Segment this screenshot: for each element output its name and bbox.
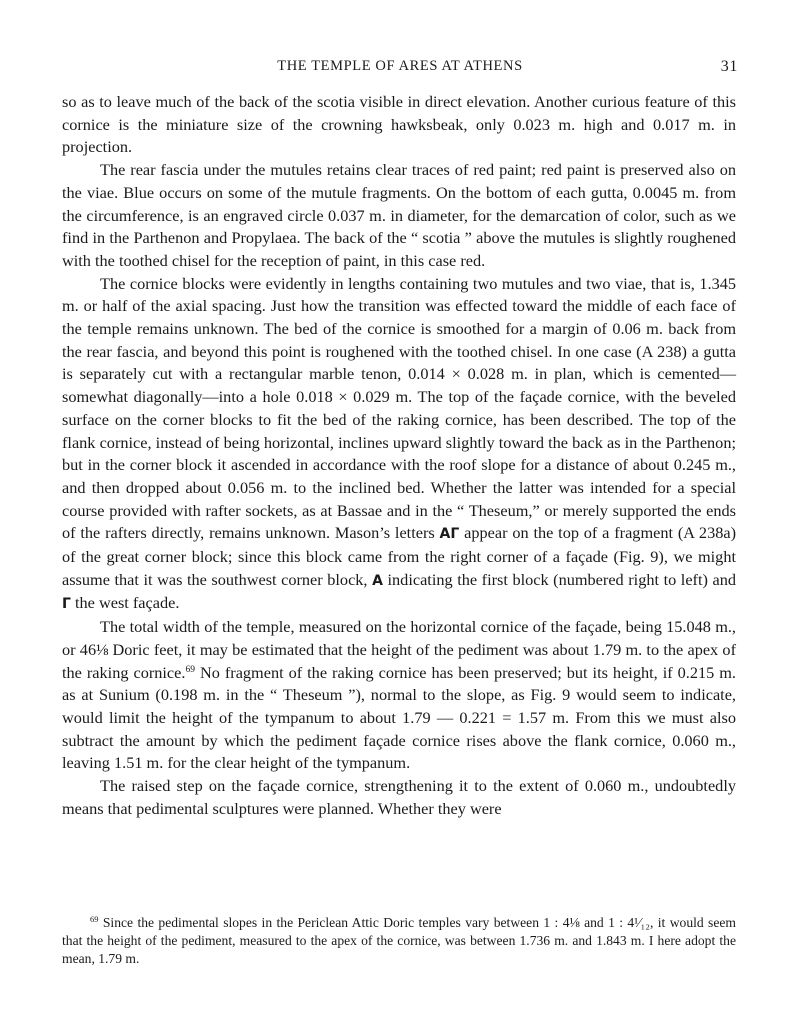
footnote-number: 69 — [90, 914, 99, 924]
paragraph: The raised step on the façade cornice, strengthening it to the extent of 0.060 m., undoubtedly means that pedimental sculptures were planned. Whether they were — [62, 776, 736, 818]
paragraph — [62, 616, 736, 775]
running-header — [62, 58, 738, 80]
masons-letter-gamma: Γ — [62, 596, 71, 613]
paragraph — [62, 273, 736, 617]
footnote-reference[interactable]: 69 — [185, 664, 195, 675]
paragraph: so as to leave much of the back of the scotia visible in direct elevation. Another curious feature of this cornice is the miniature size of the crowning hawksbeak, only 0.023 m. high and 0.017 m. in projection. — [62, 92, 736, 157]
paragraph-text: appear on the top of a fragment (A 238a) of the great corner block; since this block came from the right corner of a façade (Fig. 9), we might assume that it was the southwest corner block, — [62, 523, 736, 589]
footnote — [62, 914, 736, 968]
footnotes — [62, 914, 736, 968]
paragraph-text: The total width of the temple, measured on the horizontal cornice of the façade, being 15.048 m., or 46⅛ Doric feet, it may be estimated that the height of the pediment was about 1.79 m. to the apex of the raking cornice. — [62, 617, 736, 682]
masons-letter-alpha: Α — [372, 572, 383, 589]
masons-letters: ΑΓ — [439, 526, 460, 543]
page-number: 31 — [720, 58, 738, 75]
paragraph-text: indicating the first block (numbered right to left) and — [387, 569, 737, 589]
paragraph: The rear fascia under the mutules retains clear traces of red paint; red paint is preserved also on the viae. Blue occurs on some of the mutule fragments. On the bottom of each gutta, 0.0045 m. from the circumference, is an engraved circle 0.037 m. in diameter, for the demarcation of color, such as we find in the Parthenon and Propylaea. The back of the “ scotia ” above the mutules is slightly roughened with the toothed chisel for the reception of paint, in this case red. — [62, 160, 736, 270]
footnote-text: Since the pedimental slopes in the Periclean Attic Doric temples vary between 1 : 4⅛ and 1 : 4¹⁄₁₂, it would seem that the height of the pediment, measured to the apex of the cornice, was between 1.736 m. and 1.843 m. I here adopt the mean, 1.79 m. — [62, 915, 736, 966]
paragraph-text: the west façade. — [75, 593, 180, 613]
paragraph-text: The cornice blocks were evidently in lengths containing two mutules and two viae, that is, 1.345 m. or half of the axial spacing. Just how the transition was effected toward the middle of each face of the temple remains unknown. The bed of the cornice is smoothed for a margin of 0.06 m. back from the rear fascia, and beyond this point is roughened with the toothed chisel. In one case (A 238) a gutta is separately cut with a rectangular marble tenon, 0.014 × 0.028 m. in plan, which is cemented—somewhat diagonally—into a hole 0.018 × 0.029 m. The top of the façade cornice, with the beveled surface on the corner blocks to fit the bed of the raking cornice, has been described. The top of the flank cornice, instead of being horizontal, inclines upward slightly toward the back as in the Parthenon; but in the corner block it ascended in accordance with the roof slope for a distance of about 0.245 m., and then dropped about 0.056 m. to the inclined bed. Whether the latter was intended for a special course provided with rafter sockets, as at Bassae and in the “ Theseum,” or merely supported the ends of the rafters directly, remains unknown. Mason’s letters — [62, 273, 736, 543]
running-title: THE TEMPLE OF ARES AT ATHENS — [277, 58, 523, 74]
paragraph-text: No fragment of the raking cornice has been preserved; but its height, if 0.215 m. as at Sunium (0.198 m. in the “ Theseum ”), normal to the slope, as Fig. 9 would seem to indicate, would limit the height of the tympanum to about 1.79 — 0.221 = 1.57 m. From this we must also subtract the amount by which the pediment façade cornice rises above the flank cornice, 0.060 m., leaving 1.51 m. for the clear height of the tympanum. — [62, 662, 736, 773]
body-text — [62, 91, 736, 821]
